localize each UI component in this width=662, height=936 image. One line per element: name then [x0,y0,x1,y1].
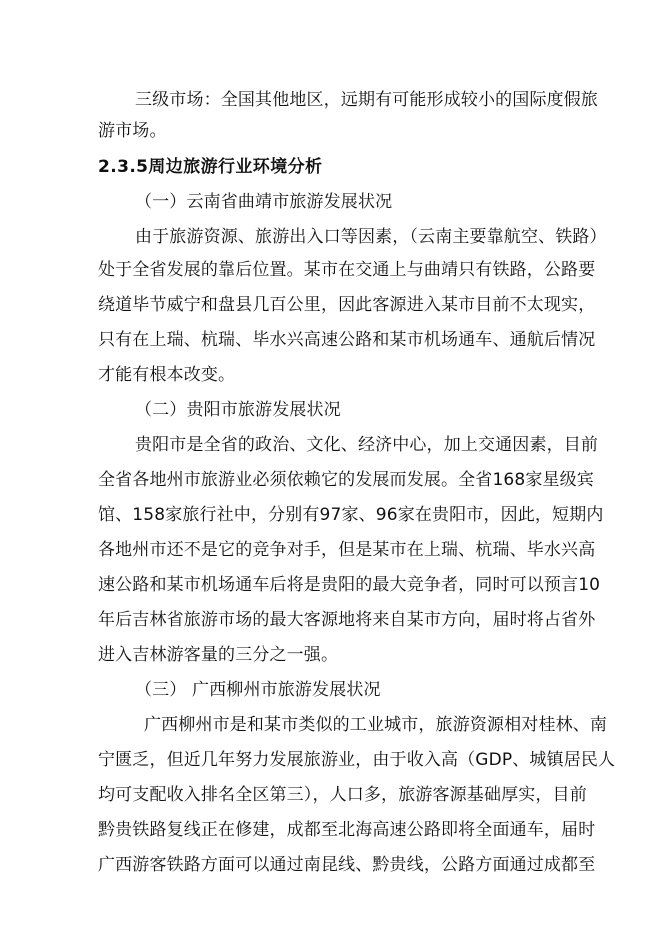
liuzhou-line-3: 均可支配收入排名全区第三），人口多，旅游客源基础厚实，目前 [98,785,587,805]
yunnan-line-1: 由于旅游资源、旅游出入口等因素，（云南主要靠航空、铁路） [135,227,607,247]
guiyang-line-6: 年后吉林省旅游市场的最大客源地将来自某市方向，届时将占省外 [98,610,596,630]
yunnan-line-3: 绕道毕节威宁和盘县几百公里，因此客源进入某市目前不太现实， [98,295,596,315]
yunnan-line-2: 处于全省发展的靠后位置。某市在交通上与曲靖只有铁路，公路要 [98,260,596,280]
market-line-2: 游市场。 [98,121,167,141]
guiyang-line-5: 速公路和某市机场通车后将是贵阳的最大竞争者，同时可以预言10 [98,575,601,595]
subsection-guiyang: （二）贵阳市旅游发展状况 [135,400,341,420]
subsection-yunnan: （一）云南省曲靖市旅游发展状况 [135,192,393,212]
guiyang-line-3: 馆、158家旅行社中，分别有97家、96家在贵阳市，因此，短期内 [98,505,604,525]
market-line-1: 三级市场：全国其他地区，远期有可能形成较小的国际度假旅 [135,90,599,110]
liuzhou-line-4: 黔贵铁路复线正在修建，成都至北海高速公路即将全面通车，届时 [98,820,596,840]
liuzhou-line-1: 广西柳州市是和某市类似的工业城市，旅游资源相对桂林、南 [144,715,608,735]
subsection-liuzhou: （三） 广西柳州市旅游发展状况 [135,680,381,700]
yunnan-line-5: 才能有根本改变。 [98,365,236,385]
guiyang-line-7: 进入吉林游客量的三分之一强。 [98,645,339,665]
section-heading: 2.3.5周边旅游行业环境分析 [98,157,323,177]
guiyang-line-2: 全省各地州市旅游业必须依赖它的发展而发展。全省168家星级宾 [98,470,594,490]
guiyang-line-4: 各地州市还不是它的竞争对手，但是某市在上瑞、杭瑞、毕水兴高 [98,540,596,560]
liuzhou-line-5: 广西游客铁路方面可以通过南昆线、黔贵线，公路方面通过成都至 [98,855,596,875]
liuzhou-line-2: 宁匮乏，但近几年努力发展旅游业，由于收入高（GDP、城镇居民人 [98,750,616,770]
guiyang-line-1: 贵阳市是全省的政治、文化、经济中心，加上交通因素，目前 [135,435,599,455]
yunnan-line-4: 只有在上瑞、杭瑞、毕水兴高速公路和某市机场通车、通航后情况 [98,330,596,350]
